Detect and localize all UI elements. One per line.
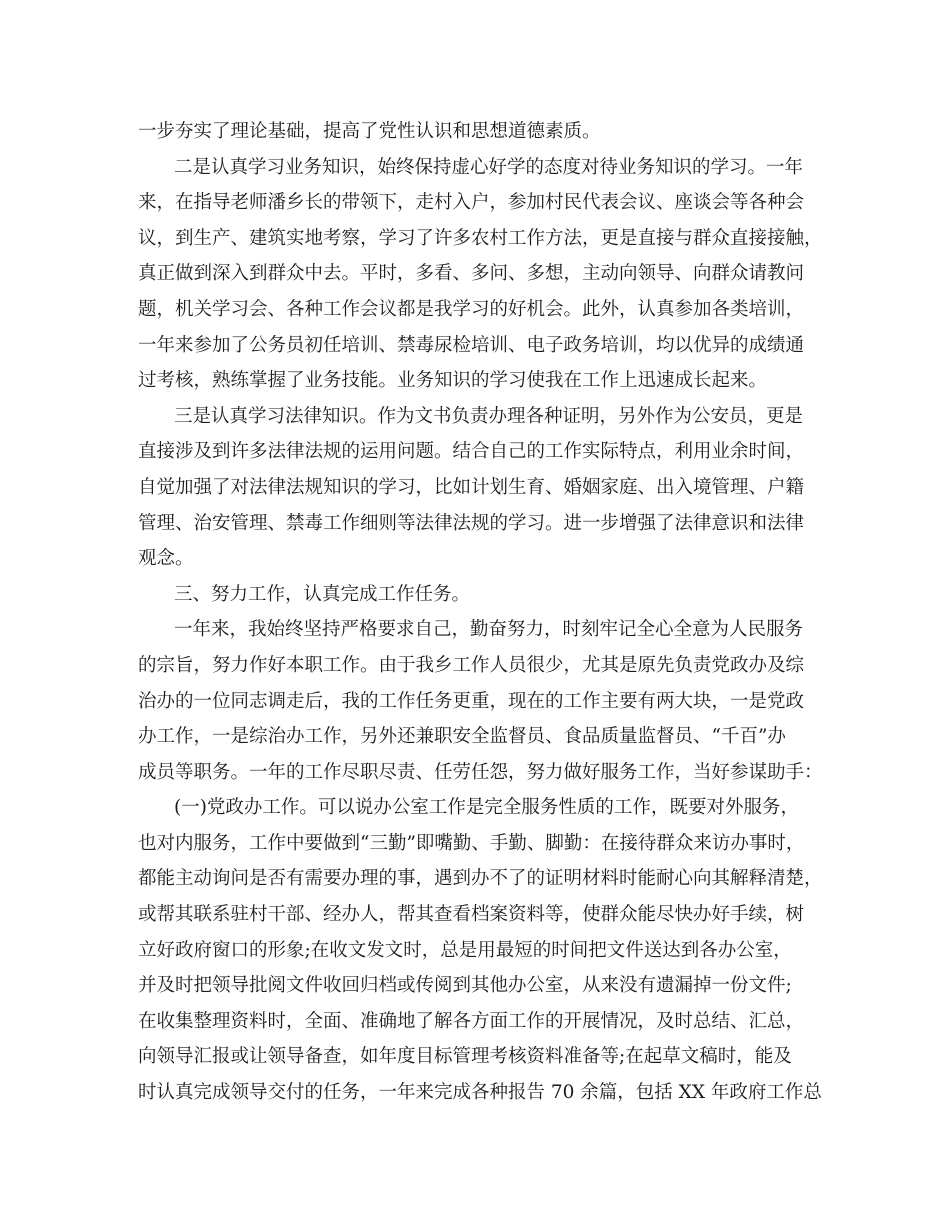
text-line: 来，在指导老师潘乡长的带领下，走村入户，参加村民代表会议、座谈会等各种会	[138, 192, 805, 214]
text-line: 议，到生产、建筑实地考察，学习了许多农村工作方法，更是直接与群众直接接触，	[138, 227, 823, 249]
text-line: 也对内服务，工作中要做到“三勤”即嘴勤、手勤、脚勤：在接待群众来访办事时，	[138, 832, 805, 854]
text-line: 的宗旨，努力作好本职工作。由于我乡工作人员很少，尤其是原先负责党政办及综	[138, 654, 805, 676]
text-line: 向领导汇报或让领导备查，如年度目标管理考核资料准备等;在起草文稿时，能及	[138, 1046, 792, 1068]
text-line: 治办的一位同志调走后，我的工作任务更重，现在的工作主要有两大块，一是党政	[138, 690, 805, 712]
text-line: (一)党政办工作。可以说办公室工作是完全服务性质的工作，既要对外服务，	[174, 797, 799, 819]
text-line: 三、努力工作，认真完成工作任务。	[174, 583, 471, 605]
text-line: 一步夯实了理论基础，提高了党性认识和思想道德素质。	[138, 121, 601, 142]
text-line: 并及时把领导批阅文件收回归档或传阅到其他办公室，从来没有遗漏掉一份文件;	[138, 975, 792, 997]
text-line: 直接涉及到许多法律法规的运用问题。结合自己的工作实际特点，利用业余时间，	[138, 441, 805, 463]
text-line: 过考核，熟练掌握了业务技能。业务知识的学习使我在工作上迅速成长起来。	[138, 370, 768, 392]
text-line: 二是认真学习业务知识，始终保持虚心好学的态度对待业务知识的学习。一年	[174, 156, 804, 178]
document-body	[138, 114, 828, 1111]
text-line: 时认真完成领导交付的任务，一年来完成各种报告 70 余篇，包括 XX 年政府工作总	[138, 1082, 822, 1104]
text-line: 或帮其联系驻村干部、经办人，帮其查看档案资料等，使群众能尽快办好手续，树	[138, 904, 805, 926]
text-line: 都能主动询问是否有需要办理的事，遇到办不了的证明材料时能耐心向其解释清楚，	[138, 868, 823, 890]
text-line: 一年来，我始终坚持严格要求自己，勤奋努力，时刻牢记全心全意为人民服务	[174, 619, 804, 641]
text-line: 在收集整理资料时，全面、准确地了解各方面工作的开展情况，及时总结、汇总，	[138, 1010, 805, 1032]
text-line: 题，机关学习会、各种工作会议都是我学习的好机会。此外，认真参加各类培训，	[138, 298, 805, 320]
text-line: 办工作，一是综治办工作，另外还兼职安全监督员、食品质量监督员、“千百”办	[138, 726, 786, 748]
text-line: 立好政府窗口的形象;在收文发文时，总是用最短的时间把文件送达到各办公室，	[138, 939, 792, 961]
text-line: 观念。	[138, 548, 194, 570]
text-line: 一年来参加了公务员初任培训、禁毒尿检培训、电子政务培训，均以优异的成绩通	[138, 334, 805, 356]
text-line: 自觉加强了对法律法规知识的学习，比如计划生育、婚姻家庭、出入境管理、户籍	[138, 476, 805, 498]
text-line: 管理、治安管理、禁毒工作细则等法律法规的学习。进一步增强了法律意识和法律	[138, 512, 805, 534]
text-line: 成员等职务。一年的工作尽职尽责、任劳任怨，努力做好服务工作，当好参谋助手：	[138, 761, 823, 783]
text-line: 三是认真学习法律知识。作为文书负责办理各种证明，另外作为公安员，更是	[174, 405, 804, 427]
text-line: 真正做到深入到群众中去。平时，多看、多问、多想，主动向领导、向群众请教问	[138, 263, 805, 285]
